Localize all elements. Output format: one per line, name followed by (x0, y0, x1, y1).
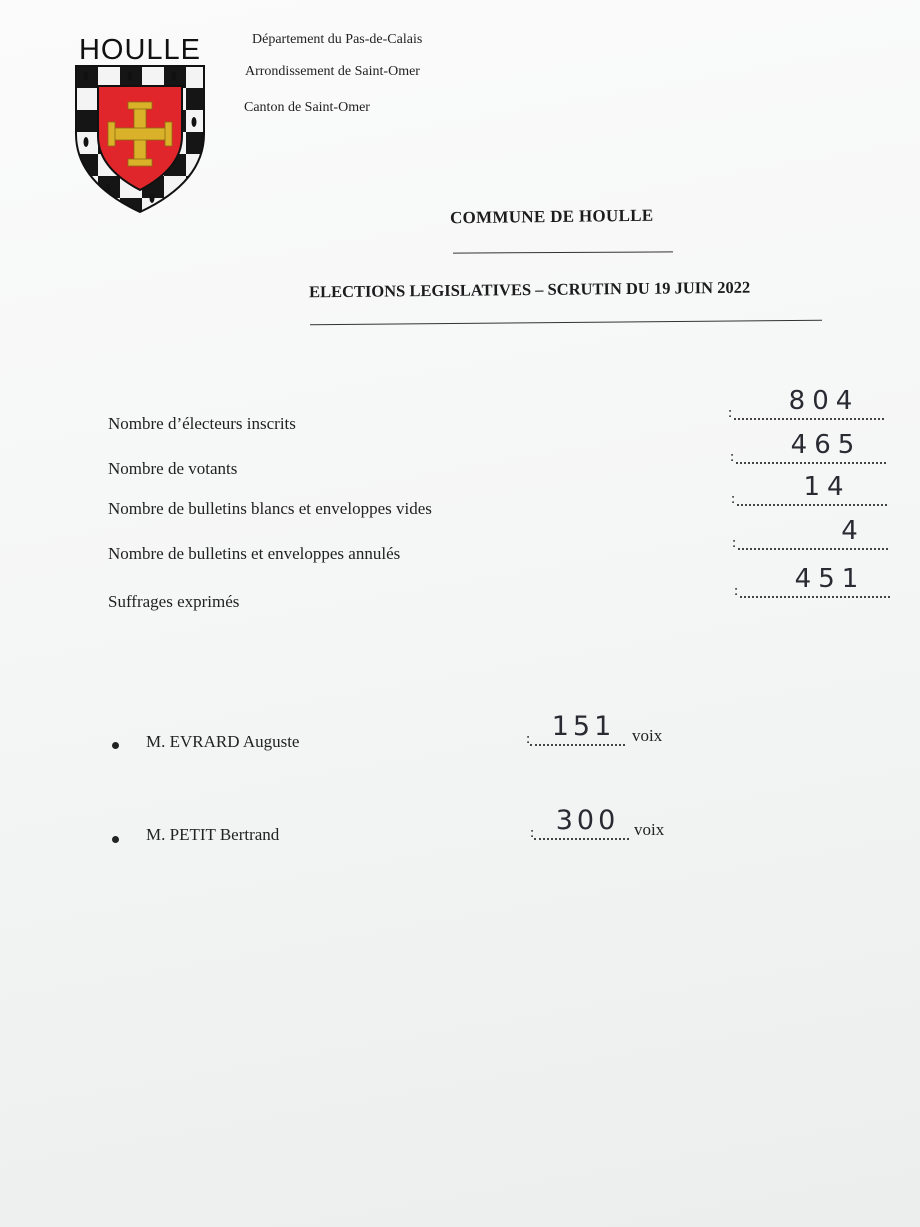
stat-value-blancs (731, 472, 887, 507)
commune-logo (70, 34, 210, 214)
stat-value-votants (730, 430, 886, 465)
separator: : (530, 825, 535, 841)
separator: : (732, 535, 737, 551)
canton-text: Canton de Saint-Omer (244, 100, 370, 115)
separator: : (526, 731, 531, 747)
votes-unit: voix (632, 726, 663, 745)
handwritten-value: 300 (555, 805, 620, 836)
stat-label-blancs: Nombre de bulletins blancs et enveloppes vides (108, 499, 432, 518)
handwritten-value: 804 (788, 386, 860, 416)
departement-text: Département du Pas-de-Calais (252, 32, 423, 47)
handwritten-value: 151 (551, 711, 616, 742)
title-rule (453, 251, 673, 253)
handwritten-value: 4 (841, 516, 865, 546)
commune-title: COMMUNE DE HOULLE (449, 205, 654, 228)
logo-text: HOULLE (78, 34, 202, 66)
stat-value-annules (732, 516, 888, 551)
candidate-votes (526, 711, 625, 747)
candidate-name: M. PETIT Bertrand (146, 825, 280, 844)
election-title: ELECTIONS LEGISLATIVES – SCRUTIN DU 19 JUIN 2022 (308, 277, 751, 302)
stat-value-inscrits (728, 386, 884, 421)
separator: : (731, 491, 736, 507)
coat-of-arms-icon (74, 64, 206, 214)
bullet (112, 742, 119, 749)
votes-unit: voix (634, 820, 665, 839)
candidate-votes (530, 805, 629, 841)
separator: : (730, 449, 735, 465)
stat-label-votants: Nombre de votants (108, 459, 238, 478)
handwritten-value: 14 (803, 472, 851, 502)
handwritten-value: 465 (790, 430, 862, 460)
stat-value-exprimes (734, 564, 890, 599)
separator: : (734, 583, 739, 599)
handwritten-value: 451 (794, 564, 866, 594)
separator: : (728, 405, 733, 421)
election-rule (310, 320, 822, 325)
stat-label-exprimes: Suffrages exprimés (108, 592, 240, 611)
candidate-name: M. EVRARD Auguste (146, 732, 300, 751)
stat-label-annules: Nombre de bulletins et enveloppes annulés (108, 544, 401, 563)
arrondissement-text: Arrondissement de Saint-Omer (245, 64, 420, 79)
stat-label-inscrits: Nombre d’électeurs inscrits (108, 414, 296, 433)
bullet (112, 836, 119, 843)
